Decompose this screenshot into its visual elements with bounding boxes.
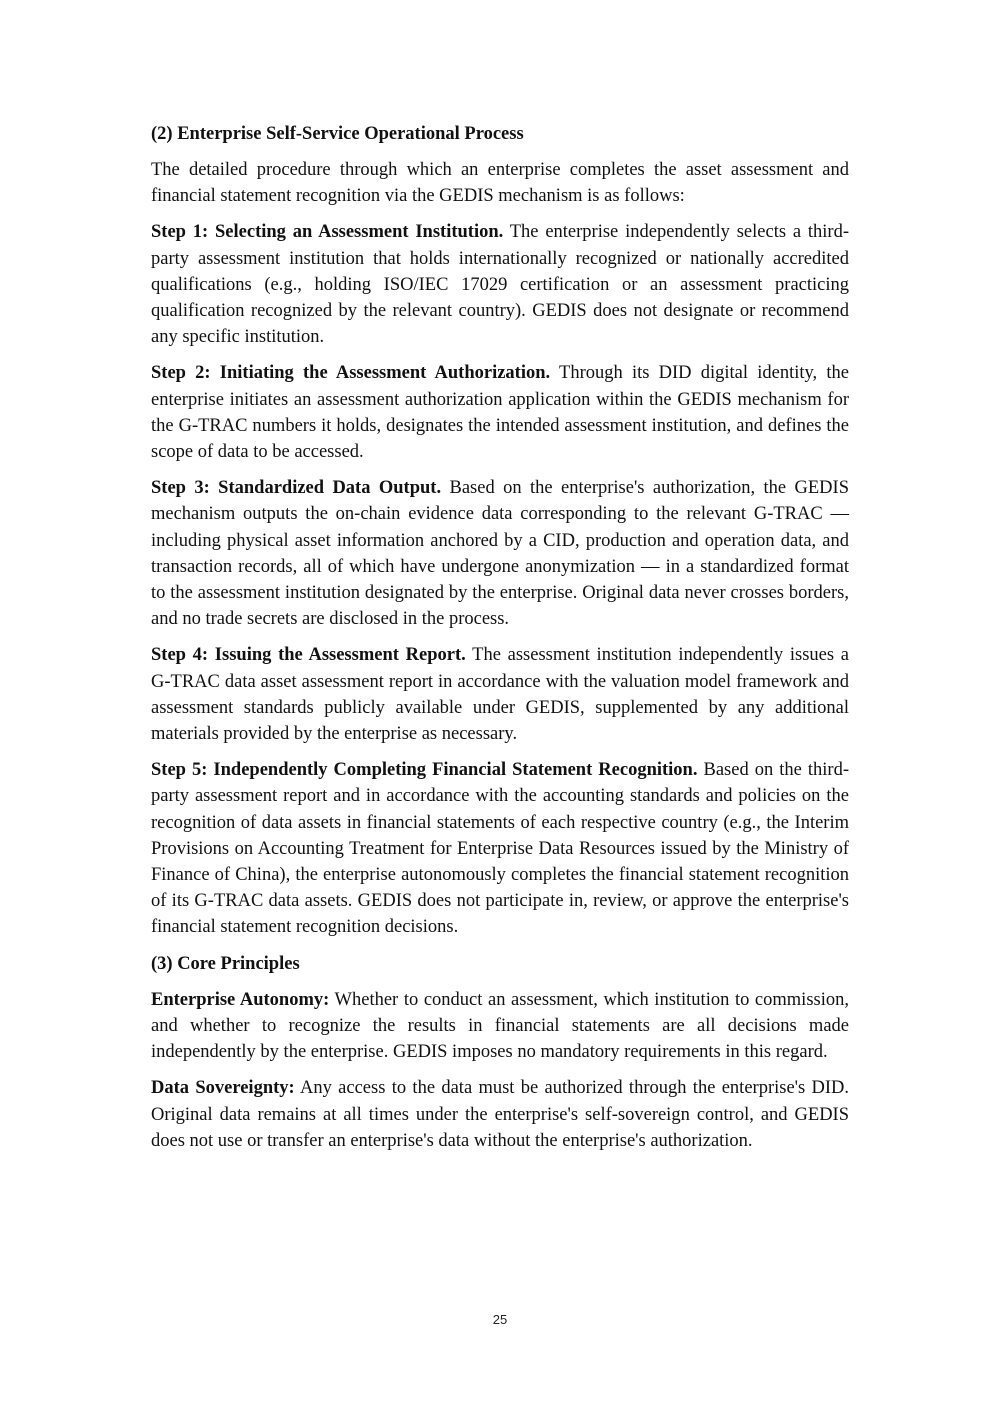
step-5-paragraph [151,757,849,940]
principle-1-title: Enterprise Autonomy: [151,989,330,1010]
step-5-title: Step 5: Independently Completing Financial Statement Recognition. [151,760,698,781]
step-1-paragraph [151,219,849,350]
document-page [151,121,849,1164]
step-4-title: Step 4: Issuing the Assessment Report. [151,645,466,666]
principle-2-text: Any access to the data must be authorized through the enterprise's DID. Original data remains at all times under the enterprise's self-sovereign control, and GEDIS does not use or transfer an enterprise's data without the enterprise's authorization. [151,1078,850,1151]
step-1-text: The enterprise independently selects a third-party assessment institution that holds internationally recognized or nationally accredited qualifications (e.g., holding ISO/IEC 17029 certification or an assessment practicing qualification recognized by the relevant country). GEDIS does not designate or recommend any specific institution. [151,222,849,348]
principle-2-title: Data Sovereignty: [151,1078,295,1099]
intro-paragraph: The detailed procedure through which an enterprise completes the asset assessment and financial statement recognition via the GEDIS mechanism is as follows: [151,160,849,207]
step-3-text: Based on the enterprise's authorization, the GEDIS mechanism outputs the on-chain evidence data corresponding to the relevant G-TRAC — including physical asset information anchored by a CID, production and operation data, and transaction records, all of which have undergone anonymization — in a standardized format to the assessment institution designated by the enterprise. Original data never crosses borders, and no trade secrets are disclosed in the process. [151,478,849,630]
step-2-text: Through its DID digital identity, the enterprise initiates an assessment authorization application within the GEDIS mechanism for the G-TRAC numbers it holds, designates the intended assessment institution, and defines the scope of data to be accessed. [151,363,849,463]
principle-data-sovereignty [151,1075,849,1154]
principle-enterprise-autonomy [151,987,849,1066]
step-3-paragraph [151,475,849,632]
step-1-title: Step 1: Selecting an Assessment Institution. [151,222,504,243]
step-4-text: The assessment institution independently issues a G-TRAC data asset assessment report in accordance with the valuation model framework and assessment standards publicly available under GEDIS, supplemented by any additional materials provided by the enterprise as necessary. [151,645,849,745]
page-number: 25 [492,1312,508,1327]
step-4-paragraph [151,642,849,747]
principle-1-text: Whether to conduct an assessment, which institution to commission, and whether to recognize the results in financial statements are all decisions made independently by the enterprise. GEDIS imposes no mandatory requirements in this regard. [151,989,849,1063]
step-5-text: Based on the third-party assessment report and in accordance with the accounting standards and policies on the recognition of data assets in financial statements of each respective country (e.g., the Interim Provisions on Accounting Treatment for Enterprise Data Resources issued by the Ministry of Finance of China), the enterprise autonomously completes the financial statement recognition of its G-TRAC data assets. GEDIS does not participate in, review, or approve the enterprise's financial statement recognition decisions. [151,760,849,938]
step-2-paragraph [151,360,849,465]
step-2-title: Step 2: Initiating the Assessment Authorization. [151,363,551,384]
section-heading-core-principles: (3) Core Principles [151,953,300,974]
step-3-title: Step 3: Standardized Data Output. [151,478,442,499]
section-heading-operational-process: (2) Enterprise Self-Service Operational Process [151,124,524,144]
